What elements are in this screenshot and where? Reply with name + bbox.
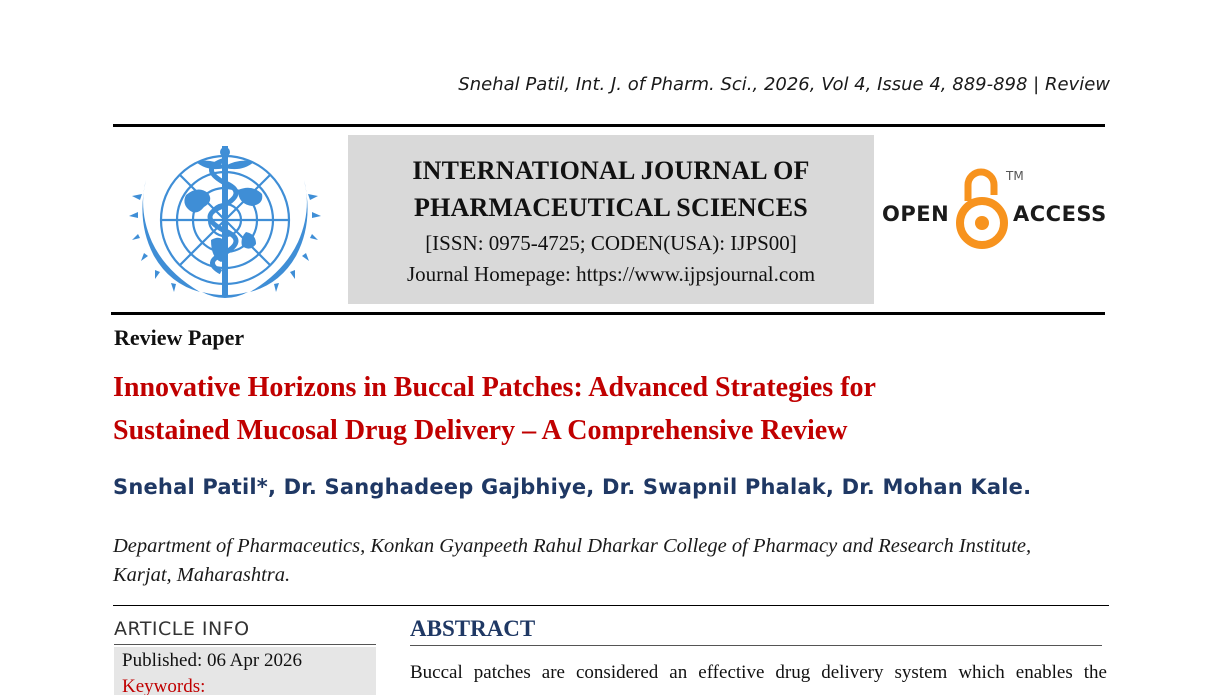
keywords-label: Keywords:	[122, 676, 206, 695]
journal-issn: [ISSN: 0975-4725; CODEN(USA): IJPS00]	[425, 231, 797, 255]
open-access-access-text: ACCESS	[1013, 202, 1107, 226]
open-access-logo	[880, 165, 1110, 255]
article-title-line2: Sustained Mucosal Drug Delivery – A Comprehensive Review	[113, 415, 848, 446]
author-list: Snehal Patil*, Dr. Sanghadeep Gajbhiye, Dr. Swapnil Phalak, Dr. Mohan Kale.	[113, 475, 1032, 499]
affiliation-line1: Department of Pharmaceutics, Konkan Gyanpeeth Rahul Dharkar College of Pharmacy and Research Institute,	[113, 535, 1032, 557]
article-type: Review Paper	[114, 325, 245, 350]
article-info-box	[114, 647, 376, 695]
header-rule-bottom	[111, 312, 1105, 315]
journal-homepage-link[interactable]: Journal Homepage: https://www.ijpsjournal.com	[406, 262, 816, 286]
article-title	[113, 366, 1053, 452]
abstract-heading: ABSTRACT	[410, 616, 536, 641]
abstract-text: Buccal patches are considered an effective drug delivery system which enables the	[410, 662, 1107, 683]
article-info-heading: ARTICLE INFO	[114, 618, 250, 640]
journal-banner	[348, 135, 874, 304]
published-date: Published: 06 Apr 2026	[122, 650, 302, 671]
open-access-open-text: OPEN	[882, 202, 950, 226]
journal-name-line1: INTERNATIONAL JOURNAL OF	[412, 156, 810, 185]
article-title-line1: Innovative Horizons in Buccal Patches: Advanced Strategies for	[113, 372, 876, 403]
affiliation	[113, 532, 1113, 590]
open-access-lock-icon	[956, 165, 1008, 251]
abstract-rule	[410, 645, 1102, 646]
affiliation-line2: Karjat, Maharashtra.	[113, 564, 291, 586]
running-head: Snehal Patil, Int. J. of Pharm. Sci., 2026, Vol 4, Issue 4, 889-898 | Review	[458, 74, 1110, 95]
journal-name	[348, 152, 874, 226]
open-access-tm: TM	[1006, 169, 1024, 183]
article-info-rule	[114, 644, 376, 645]
section-divider	[113, 605, 1109, 606]
un-emblem-icon	[126, 140, 324, 306]
header-rule-top	[113, 124, 1105, 127]
journal-name-line2: PHARMACEUTICAL SCIENCES	[414, 193, 808, 222]
